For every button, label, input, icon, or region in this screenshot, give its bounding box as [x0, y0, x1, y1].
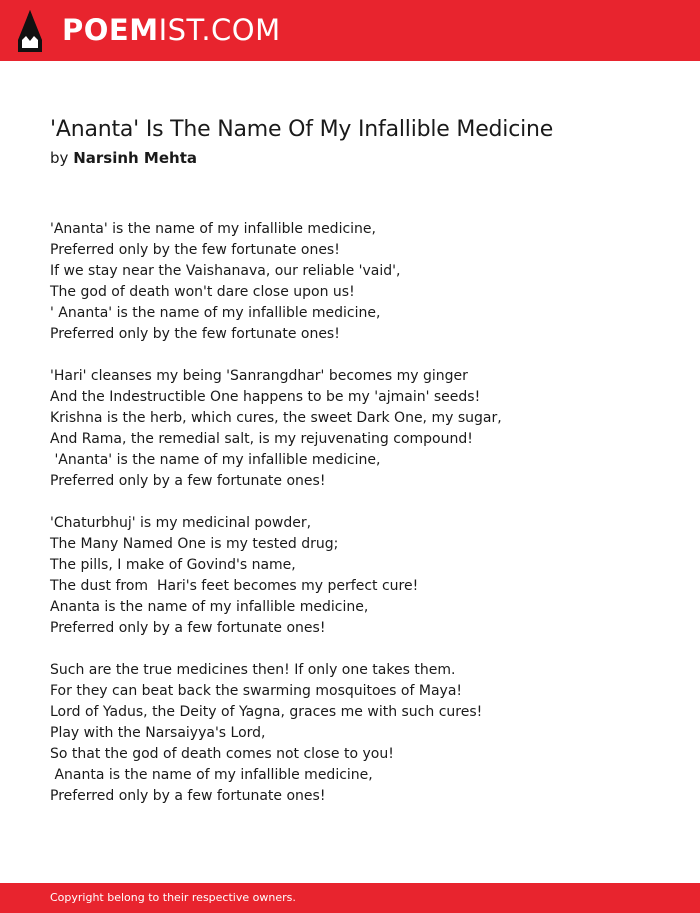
poem-line: Play with the Narsaiyya's Lord,	[50, 725, 266, 741]
logo-bold-text: POEM	[62, 13, 159, 47]
by-label: by	[50, 149, 69, 167]
poem-line: The Many Named One is my tested drug;	[50, 536, 339, 552]
poem-line: The dust from Hari's feet becomes my perfect cure!	[50, 578, 419, 594]
poem-line: And Rama, the remedial salt, is my rejuvenating compound!	[50, 431, 473, 447]
poem-line: Preferred only by a few fortunate ones!	[50, 473, 326, 489]
stanza	[50, 660, 670, 807]
poem-line: Krishna is the herb, which cures, the sweet Dark One, my sugar,	[50, 410, 502, 426]
poem-line: Preferred only by a few fortunate ones!	[50, 620, 326, 636]
stanza	[50, 366, 670, 492]
poem-line: Preferred only by a few fortunate ones!	[50, 788, 326, 804]
poem-title: 'Ananta' Is The Name Of My Infallible Medicine	[50, 117, 554, 142]
poem-line: So that the god of death comes not close to you!	[50, 746, 394, 762]
byline	[50, 149, 197, 167]
poem-body	[50, 219, 670, 828]
stanza	[50, 513, 670, 639]
poem-line: If we stay near the Vaishanava, our reliable 'vaid',	[50, 263, 401, 279]
poem-line: ' Ananta' is the name of my infallible medicine,	[50, 305, 381, 321]
poem-line: Such are the true medicines then! If only one takes them.	[50, 662, 456, 678]
site-logo[interactable]	[62, 12, 281, 48]
poem-line: 'Ananta' is the name of my infallible medicine,	[50, 452, 381, 468]
poem-line: Ananta is the name of my infallible medicine,	[50, 599, 369, 615]
header-bar	[0, 0, 700, 61]
poem-line: The pills, I make of Govind's name,	[50, 557, 296, 573]
poem-line: Ananta is the name of my infallible medicine,	[50, 767, 373, 783]
poem-line: The god of death won't dare close upon us!	[50, 284, 355, 300]
stanza	[50, 219, 670, 345]
poem-line: 'Chaturbhuj' is my medicinal powder,	[50, 515, 312, 531]
poem-line: 'Hari' cleanses my being 'Sanrangdhar' becomes my ginger	[50, 368, 468, 384]
poem-line: Preferred only by the few fortunate ones!	[50, 242, 340, 258]
poem-line: 'Ananta' is the name of my infallible medicine,	[50, 221, 376, 237]
poem-line: Preferred only by the few fortunate ones!	[50, 326, 340, 342]
footer-bar	[0, 883, 700, 913]
author-name: Narsinh Mehta	[73, 149, 197, 167]
pencil-tip-icon	[18, 10, 42, 52]
logo-light-text: IST.COM	[158, 13, 281, 47]
copyright-text: Copyright belong to their respective owners.	[50, 891, 296, 904]
poem-line: Lord of Yadus, the Deity of Yagna, graces me with such cures!	[50, 704, 483, 720]
poem-line: For they can beat back the swarming mosquitoes of Maya!	[50, 683, 463, 699]
poem-line: And the Indestructible One happens to be my 'ajmain' seeds!	[50, 389, 481, 405]
